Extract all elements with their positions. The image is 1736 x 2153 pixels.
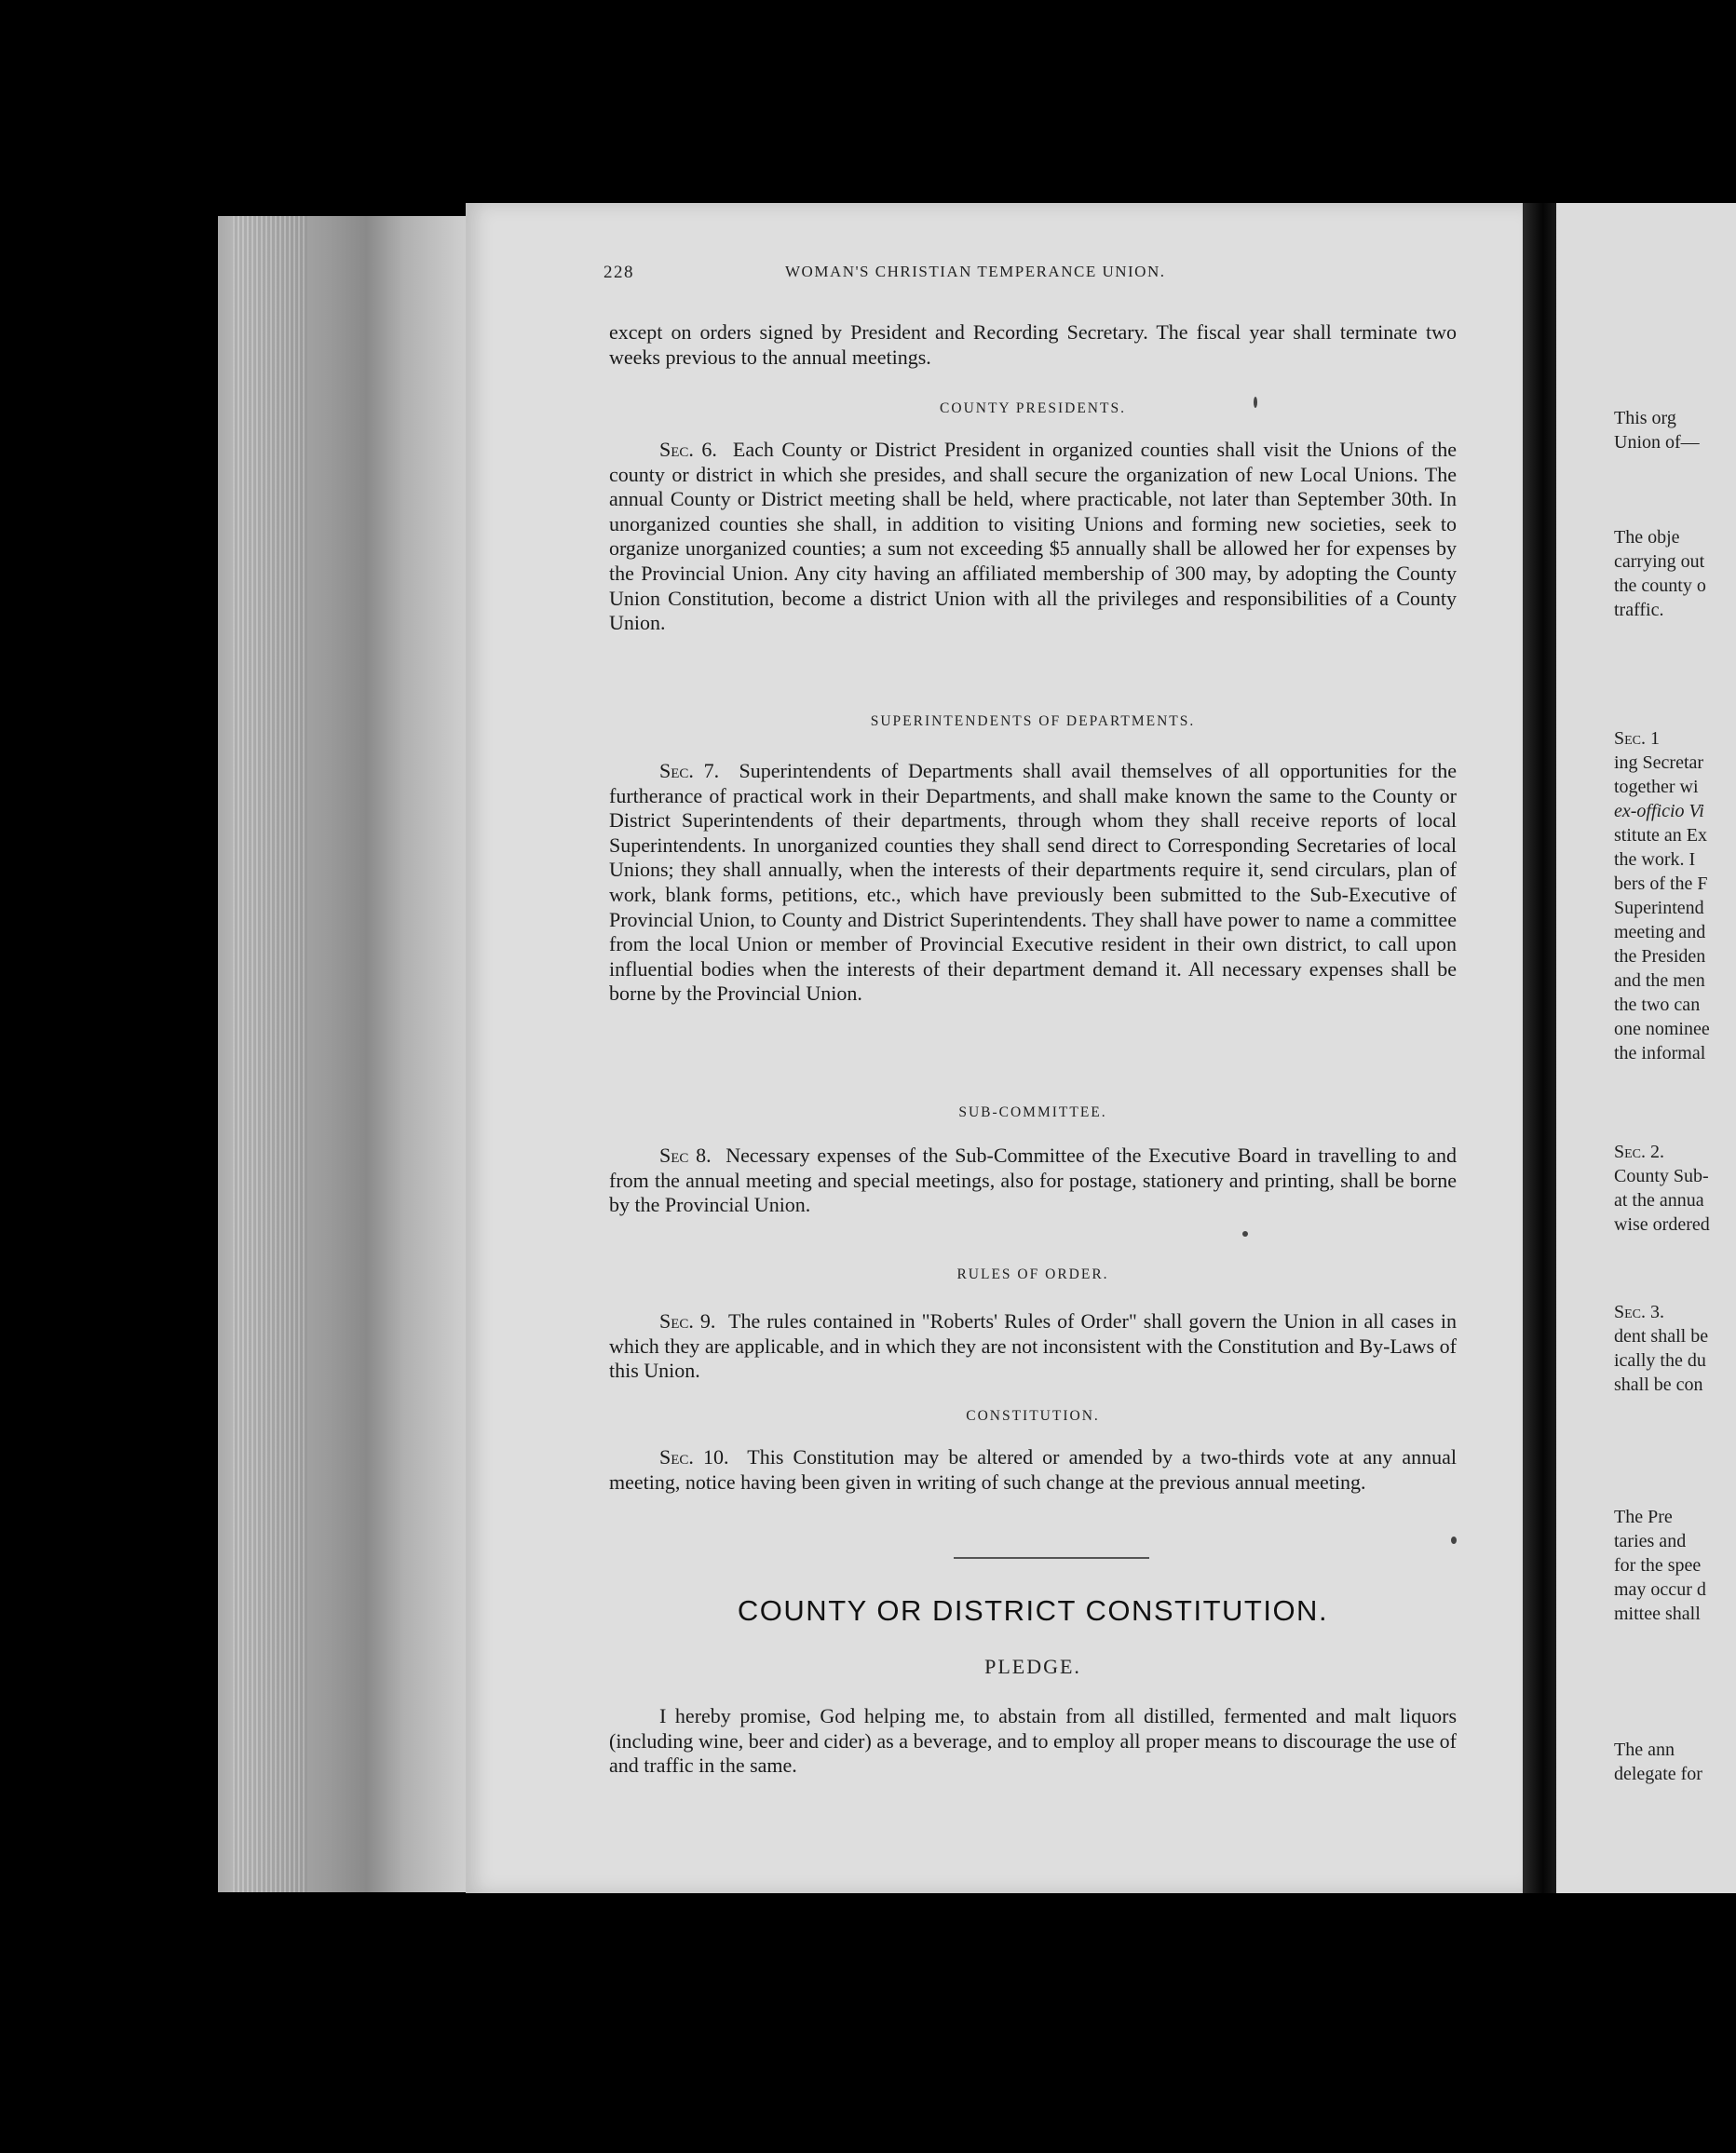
section-10-paragraph bbox=[609, 1445, 1457, 1495]
section-7-label: Sec. 7. bbox=[659, 759, 720, 782]
running-head-title: WOMAN'S CHRISTIAN TEMPERANCE UNION. bbox=[785, 263, 1166, 280]
page-number: 228 bbox=[604, 263, 634, 282]
right-page-line: carrying out bbox=[1614, 551, 1705, 572]
section-heading-rules-of-order: RULES OF ORDER. bbox=[956, 1266, 1109, 1282]
section-6-label: Sec. 6. bbox=[659, 438, 717, 461]
pledge-paragraph: I hereby promise, God helping me, to abstain from all distilled, fermented and malt liquors (including wine, beer and cider) as a beverage, and to employ all proper means to discourage the use of and traffic in the same. bbox=[609, 1704, 1457, 1778]
section-heading-superintendents: SUPERINTENDENTS OF DEPARTMENTS. bbox=[870, 713, 1196, 729]
section-9-paragraph bbox=[609, 1309, 1457, 1384]
right-page-line: delegate for bbox=[1614, 1764, 1702, 1784]
right-page-line: wise ordered bbox=[1614, 1214, 1710, 1235]
right-page-line: Sec. 2. bbox=[1614, 1142, 1665, 1162]
right-page-line: bers of the F bbox=[1614, 873, 1708, 894]
pledge-heading: PLEDGE. bbox=[984, 1655, 1081, 1678]
page-edge-texture bbox=[233, 216, 307, 1892]
right-page-line: ically the du bbox=[1614, 1350, 1706, 1371]
right-page-line: and the men bbox=[1614, 970, 1705, 991]
right-page-line: Union of— bbox=[1614, 432, 1700, 453]
county-constitution-title: COUNTY OR DISTRICT CONSTITUTION. bbox=[737, 1594, 1329, 1627]
section-6-text: Each County or District President in organized counties shall visit the Unions of the county or district in which she presides, and shall secure the organization of new Local Unions. The annual County or District meeting shall be held, where practicable, not later than September 30th. In unorganized counties she shall, in addition to visiting Unions and forming new societies, seek to organize unorganized counties; a sum not exceeding $5 annually shall be allowed her for expenses by the Provincial Union. Any city having an affiliated membership of 300 may, by adopting the County Union Constitution, become a district Union with all the privileges and responsibilities of a County Union. bbox=[609, 438, 1457, 635]
section-7-text: Superintendents of Departments shall avail themselves of all opportunities for the furtherance of practical work in their Departments, and shall make known the same to the County or District Superintendents of their departments, through whom they shall receive reports of local Superintendents. In unorganized counties they shall send direct to Corresponding Secretaries of local Unions; they shall annually, when the interests of their departments require it, send circulars, plan of work, blank forms, petitions, etc., which have previously been submitted to the Sub-Executive of Provincial Union, to County and District Superintendents. They shall have power to name a committee from the local Union or member of Provincial Executive resident in their own district, to call upon influential bodies when the interests of their department demand it. All necessary expenses shall be borne by the Provincial Union. bbox=[609, 759, 1458, 1006]
right-page-line: The obje bbox=[1614, 527, 1680, 548]
right-page-line: Sec. 3. bbox=[1614, 1302, 1665, 1322]
scan-speck bbox=[1242, 1231, 1248, 1237]
right-page-line: This org bbox=[1614, 408, 1676, 428]
right-page-line: The Pre bbox=[1614, 1507, 1673, 1527]
section-9-text: The rules contained in "Roberts' Rules of Order" shall govern the Union in all cases in which they are applicable, and in which they are not inconsistent with the Constitution and By-Laws of this Union. bbox=[609, 1309, 1458, 1383]
right-page-line: the work. I bbox=[1614, 849, 1696, 870]
section-10-text: This Constitution may be altered or amended by a two-thirds vote at any annual meeting, notice having been given in writing of such change at the previous annual meeting. bbox=[609, 1445, 1457, 1494]
right-page-line: taries and bbox=[1614, 1531, 1687, 1551]
section-divider bbox=[954, 1557, 1149, 1559]
section-7-paragraph bbox=[609, 759, 1457, 1007]
scan-speck bbox=[1254, 397, 1257, 408]
right-page-line: together wi bbox=[1614, 777, 1699, 797]
right-page-line: shall be con bbox=[1614, 1374, 1703, 1395]
book-gutter bbox=[1523, 203, 1556, 1893]
right-page-line: may occur d bbox=[1614, 1579, 1706, 1600]
section-9-label: Sec. 9. bbox=[659, 1309, 716, 1333]
right-page-line: for the spee bbox=[1614, 1555, 1702, 1576]
right-page-line: traffic. bbox=[1614, 600, 1664, 620]
right-page-line: the informal bbox=[1614, 1043, 1706, 1063]
section-10-label: Sec. 10. bbox=[659, 1445, 729, 1469]
right-page-line: one nominee bbox=[1614, 1019, 1710, 1039]
right-page-line: meeting and bbox=[1614, 922, 1706, 942]
section-8-text: Necessary expenses of the Sub-Committee of the Executive Board in travelling to and from the annual meeting and special meetings, also for postage, stationery and printing, shall be borne by the Provincial Union. bbox=[609, 1144, 1458, 1217]
scan-speck bbox=[1451, 1537, 1457, 1544]
section-heading-sub-committee: SUB-COMMITTEE. bbox=[958, 1104, 1107, 1120]
intro-paragraph: except on orders signed by President and Recording Secretary. The fiscal year shall terminate two weeks previous to the annual meetings. bbox=[609, 320, 1457, 369]
right-page-line: stitute an Ex bbox=[1614, 825, 1707, 846]
section-6-paragraph bbox=[609, 438, 1457, 636]
right-page-line: The ann bbox=[1614, 1740, 1675, 1760]
right-page-line: the county o bbox=[1614, 575, 1706, 596]
section-8-label: Sec 8. bbox=[659, 1144, 712, 1167]
right-page-line: ex-officio Vi bbox=[1614, 801, 1704, 821]
right-page-line: the Presiden bbox=[1614, 946, 1706, 967]
right-page-line: mittee shall bbox=[1614, 1604, 1701, 1624]
right-page-line: Superintend bbox=[1614, 898, 1704, 918]
right-page-line: ing Secretar bbox=[1614, 752, 1704, 773]
right-page-line: Sec. 1 bbox=[1614, 728, 1661, 749]
section-heading-constitution: CONSTITUTION. bbox=[966, 1408, 1100, 1424]
right-page-line: County Sub- bbox=[1614, 1166, 1709, 1186]
right-page-line: at the annua bbox=[1614, 1190, 1704, 1211]
right-page-line: the two can bbox=[1614, 995, 1701, 1015]
right-page-line: dent shall be bbox=[1614, 1326, 1709, 1347]
section-8-paragraph bbox=[609, 1144, 1457, 1218]
section-heading-county-presidents: COUNTY PRESIDENTS. bbox=[940, 400, 1126, 416]
